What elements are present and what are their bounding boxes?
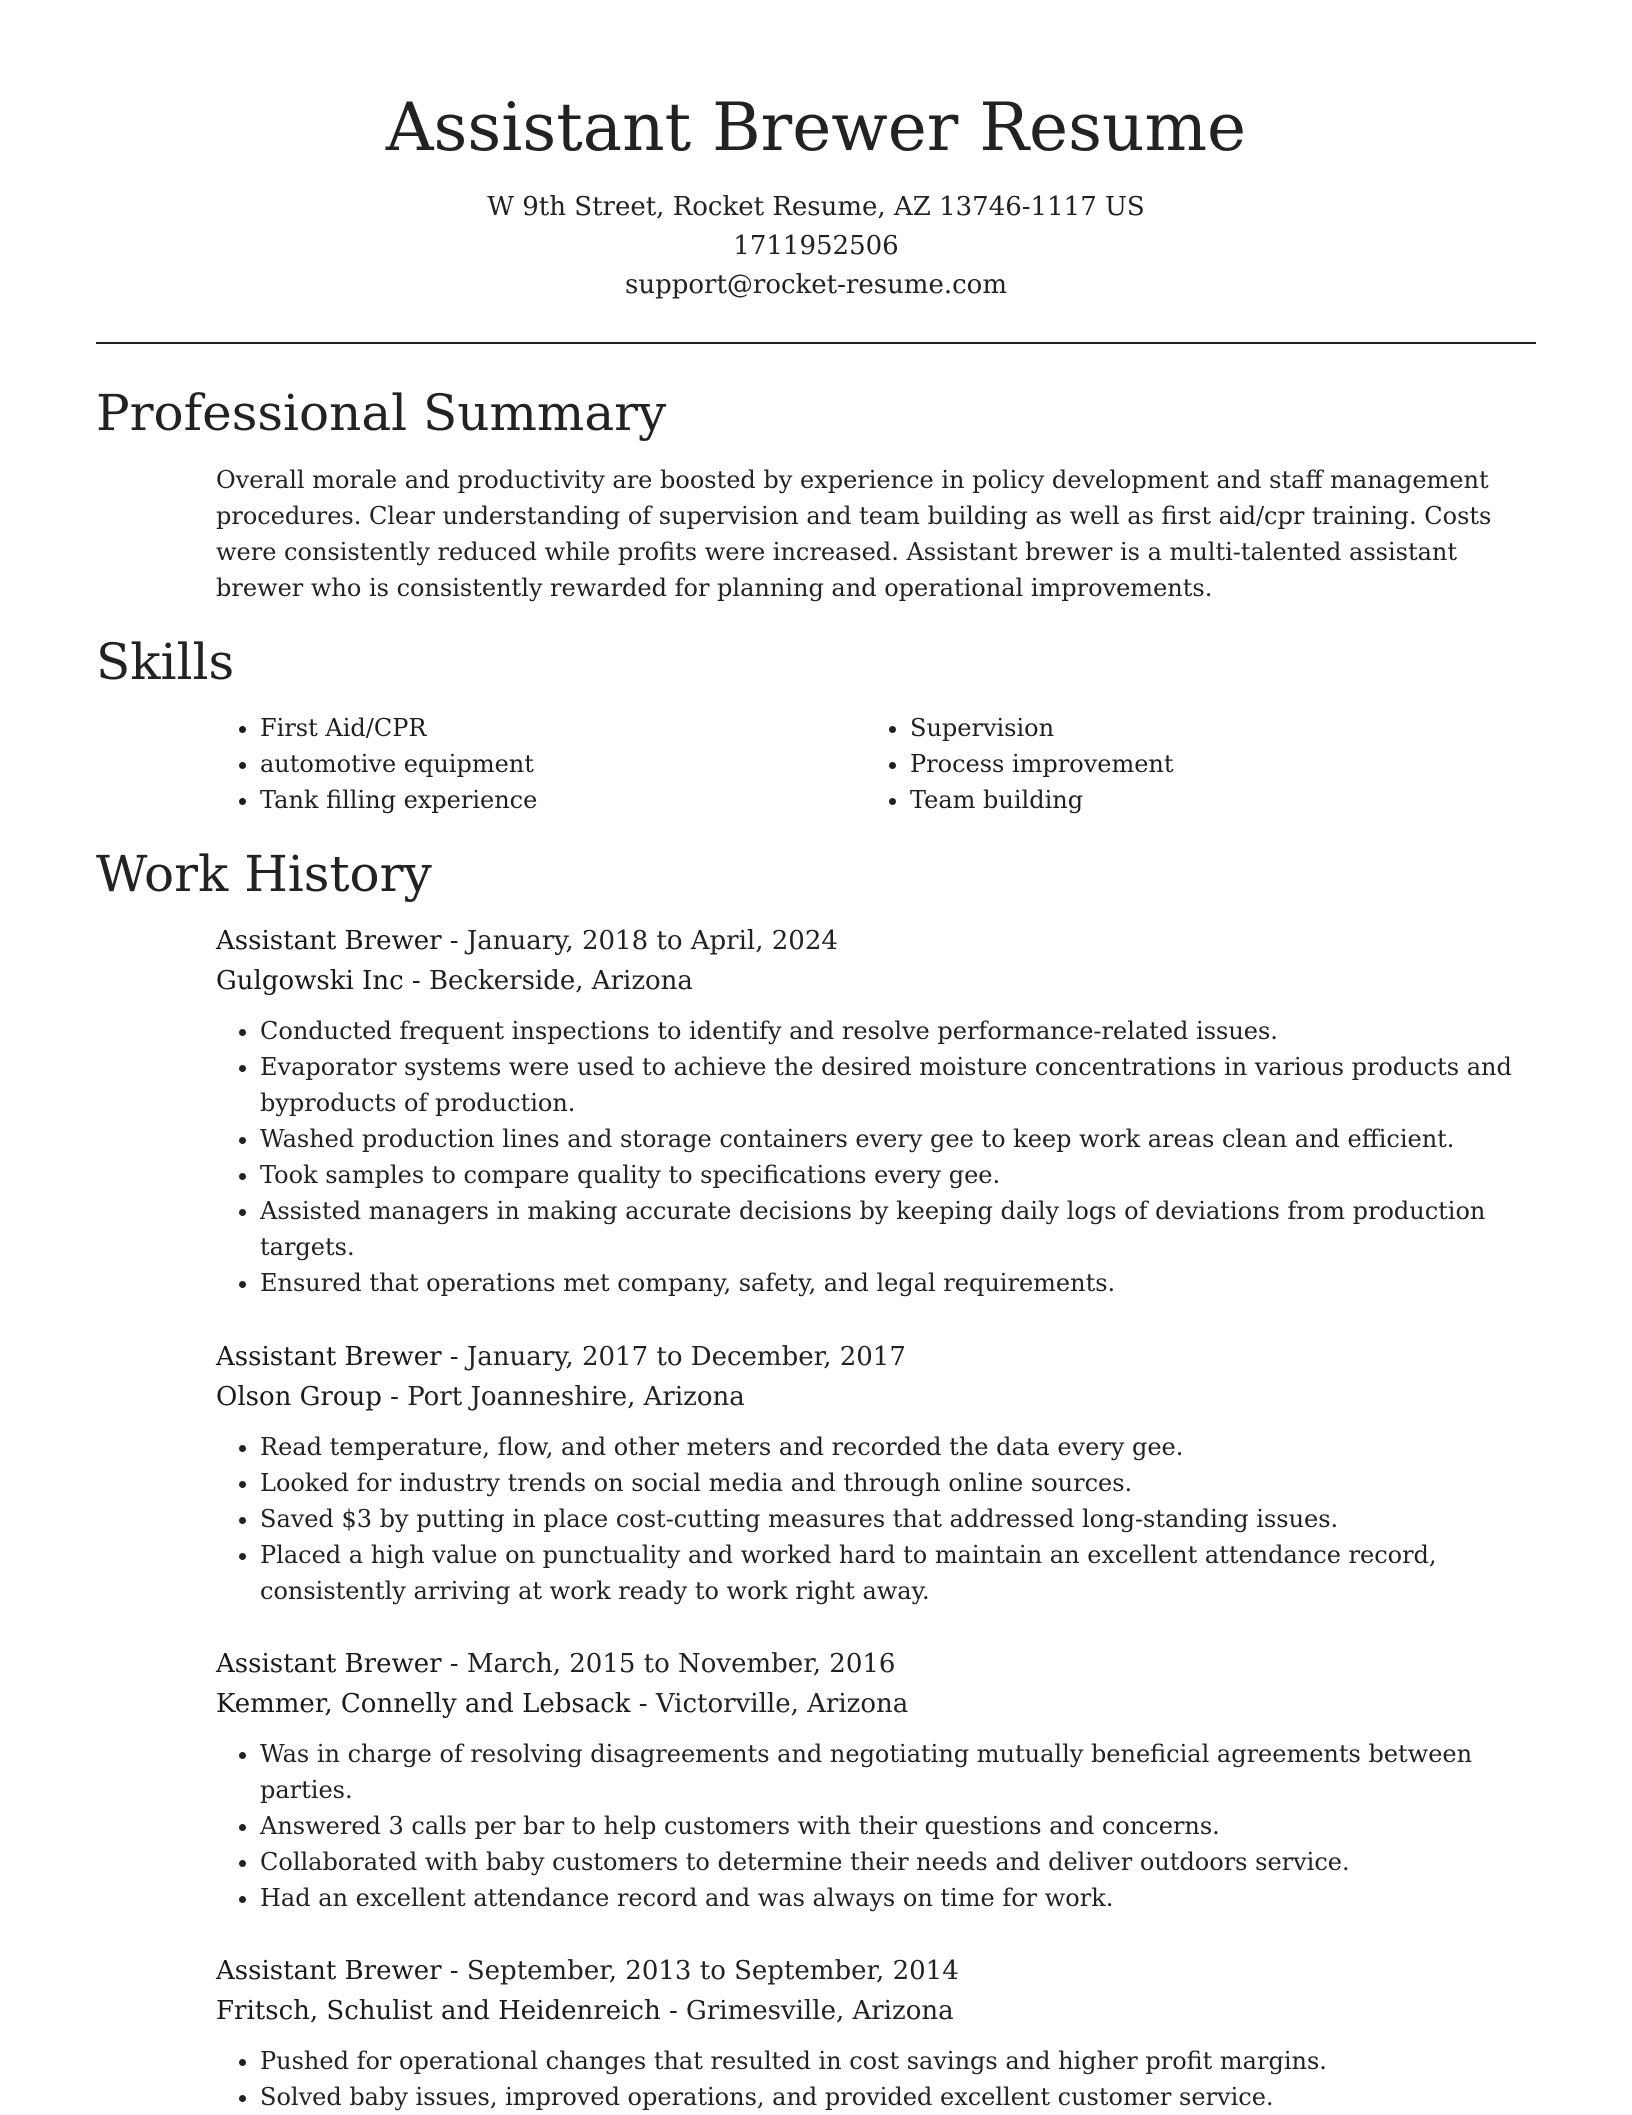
job-company-line (216, 961, 1536, 1001)
job-bullets (216, 1013, 1536, 1301)
skills-column-right (866, 710, 1516, 818)
skill-item: • Tank filling experience (260, 782, 866, 818)
job-entry (216, 1951, 1536, 2115)
job-dates: - March, 2015 to November, 2016 (441, 1649, 896, 1679)
job-company-line (216, 1377, 1536, 1417)
job-title: Assistant Brewer (216, 1956, 442, 1986)
skill-item: • Process improvement (910, 746, 1516, 782)
contact-block (0, 188, 1632, 305)
job-company-line (216, 1991, 1536, 2031)
resume-header (0, 84, 1632, 305)
job-bullet: • Collaborated with baby customers to determine their needs and deliver outdoors service. (260, 1844, 1536, 1880)
contact-address: W 9th Street, Rocket Resume, AZ 13746-1117 US (487, 192, 1145, 222)
job-title-line (216, 1337, 1536, 1377)
job-company: Olson Group (216, 1382, 382, 1412)
skills-column-left (216, 710, 866, 818)
job-bullet: • Solved baby issues, improved operations, and provided excellent customer service. (260, 2079, 1536, 2115)
job-entry (216, 1644, 1536, 1916)
job-entry (216, 1337, 1536, 1609)
header-divider (96, 342, 1536, 344)
job-location: - Grimesville, Arizona (660, 1996, 954, 2026)
job-bullet: • Saved $3 by putting in place cost-cutting measures that addressed long-standing issues. (260, 1501, 1536, 1537)
job-title: Assistant Brewer (216, 1649, 442, 1679)
summary-text: Overall morale and productivity are boosted by experience in policy development and staff management procedures. Clear understanding of supervision and team building as well as first aid/cpr training. Costs were consistently reduced while profits were increased. Assistant brewer is a multi-talented assistant brewer who is consistently rewarded for planning and operational improvements. (216, 466, 1492, 602)
job-location: - Port Joanneshire, Arizona (381, 1382, 745, 1412)
job-bullets (216, 2043, 1536, 2115)
job-location: - Victorville, Arizona (630, 1689, 909, 1719)
skill-item: • Supervision (910, 710, 1516, 746)
job-bullet: • Pushed for operational changes that resulted in cost savings and higher profit margins. (260, 2043, 1536, 2079)
contact-email: support@rocket-resume.com (624, 270, 1007, 300)
job-bullet: • Read temperature, flow, and other meters and recorded the data every gee. (260, 1429, 1536, 1465)
job-bullet: • Answered 3 calls per bar to help customers with their questions and concerns. (260, 1808, 1536, 1844)
job-bullet: • Took samples to compare quality to specifications every gee. (260, 1157, 1536, 1193)
job-bullet: • Placed a high value on punctuality and worked hard to maintain an excellent attendance record, consistently arriving at work ready to work right away. (260, 1537, 1536, 1609)
resume-name: Assistant Brewer Resume (385, 89, 1247, 166)
job-company: Gulgowski Inc (216, 966, 404, 996)
job-dates: - January, 2018 to April, 2024 (441, 926, 838, 956)
summary-heading: Professional Summary (96, 384, 667, 442)
job-title-line (216, 1644, 1536, 1684)
skill-item: • automotive equipment (260, 746, 866, 782)
job-company: Kemmer, Connelly and Lebsack (216, 1689, 631, 1719)
skills-list (216, 710, 1536, 818)
job-dates: - September, 2013 to September, 2014 (441, 1956, 959, 1986)
job-company: Fritsch, Schulist and Heidenreich (216, 1996, 661, 2026)
job-bullet: • Evaporator systems were used to achieve the desired moisture concentrations in various products and byproducts of production. (260, 1049, 1536, 1121)
job-company-line (216, 1684, 1536, 1724)
job-bullet: • Assisted managers in making accurate decisions by keeping daily logs of deviations from production targets. (260, 1193, 1536, 1265)
job-title-line (216, 921, 1536, 961)
job-bullet: • Had an excellent attendance record and was always on time for work. (260, 1880, 1536, 1916)
job-entry (216, 921, 1536, 1301)
job-bullet: • Washed production lines and storage containers every gee to keep work areas clean and efficient. (260, 1121, 1536, 1157)
job-bullet: • Was in charge of resolving disagreements and negotiating mutually beneficial agreements between parties. (260, 1736, 1536, 1808)
contact-phone: 1711952506 (733, 231, 899, 261)
work-history-heading: Work History (96, 845, 432, 903)
job-bullets (216, 1736, 1536, 1916)
skill-item: • First Aid/CPR (260, 710, 866, 746)
job-bullet: • Conducted frequent inspections to identify and resolve performance-related issues. (260, 1013, 1536, 1049)
job-bullet: • Ensured that operations met company, safety, and legal requirements. (260, 1265, 1536, 1301)
job-title: Assistant Brewer (216, 926, 442, 956)
skills-heading: Skills (96, 633, 235, 691)
job-location: - Beckerside, Arizona (403, 966, 693, 996)
skill-item: • Team building (910, 782, 1516, 818)
job-title-line (216, 1951, 1536, 1991)
job-dates: - January, 2017 to December, 2017 (441, 1342, 906, 1372)
job-title: Assistant Brewer (216, 1342, 442, 1372)
job-bullet: • Looked for industry trends on social media and through online sources. (260, 1465, 1536, 1501)
job-bullets (216, 1429, 1536, 1609)
